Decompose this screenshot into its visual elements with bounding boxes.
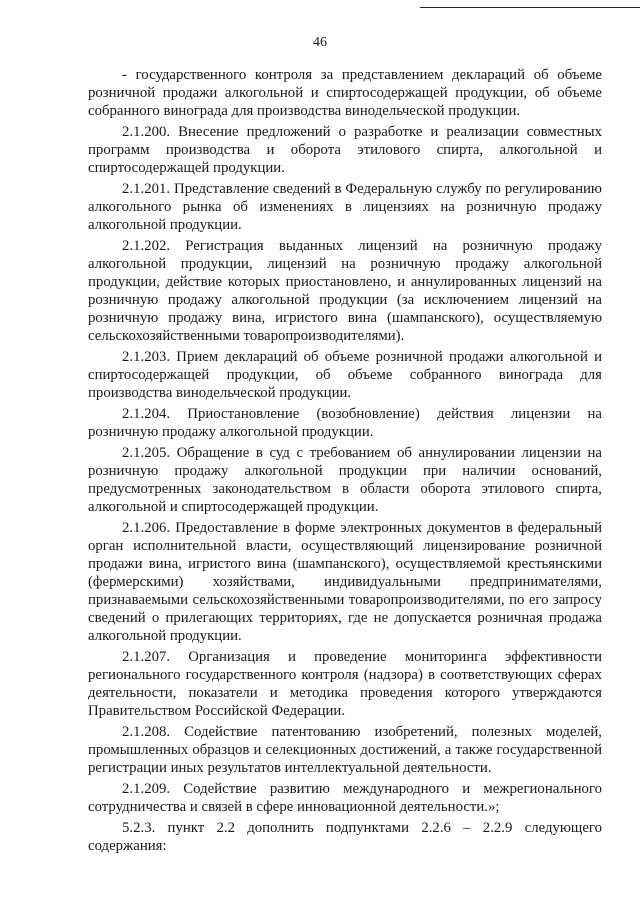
paragraph-control-declarations: - государственного контроля за представлением деклараций об объеме розничной продажи алкогольной и спиртосодержащей продукции, об объеме собранного винограда для производства винодельческой продукции. — [88, 67, 602, 119]
paragraph-2-1-205: 2.1.205. Обращение в суд с требованием об аннулировании лицензии на розничную продажу алкогольной продукции при наличии оснований, предусмотренных законодательством в области оборота этилового спирта, алкогольной и спиртосодержащей продукции. — [88, 445, 602, 515]
paragraph-2-1-208: 2.1.208. Содействие патентованию изобретений, полезных моделей, промышленных образцов и селекционных достижений, а также государственной регистрации иных результатов интеллектуальной деятельности. — [88, 724, 602, 776]
paragraph-2-1-207: 2.1.207. Организация и проведение мониторинга эффективности регионального государственного контроля (надзора) в соответствующих сферах деятельности, показатели и методика проведения которого утверждаются Правительством Российской Федерации. — [88, 649, 602, 719]
paragraph-5-2-3: 5.2.3. пункт 2.2 дополнить подпунктами 2.2.6 – 2.2.9 следующего содержания: — [88, 820, 602, 854]
paragraph-2-1-204: 2.1.204. Приостановление (возобновление) действия лицензии на розничную продажу алкогольной продукции. — [88, 406, 602, 440]
paragraph-2-1-201: 2.1.201. Представление сведений в Федеральную службу по регулированию алкогольного рынка об изменениях в лицензиях на розничную продажу алкогольной продукции. — [88, 181, 602, 233]
top-border-line — [420, 7, 640, 8]
document-body — [88, 66, 602, 858]
paragraph-2-1-203: 2.1.203. Прием деклараций об объеме розничной продажи алкогольной и спиртосодержащей продукции, об объеме собранного винограда для производства винодельческой продукции. — [88, 349, 602, 401]
paragraph-2-1-209: 2.1.209. Содействие развитию международного и межрегионального сотрудничества и связей в сфере инновационной деятельности.»; — [88, 781, 602, 815]
paragraph-2-1-200: 2.1.200. Внесение предложений о разработке и реализации совместных программ производства и оборота этилового спирта, алкогольной и спиртосодержащей продукции. — [88, 124, 602, 176]
paragraph-2-1-202: 2.1.202. Регистрация выданных лицензий на розничную продажу алкогольной продукции, лицензий на розничную продажу алкогольной продукции, действие которых приостановлено, и аннулированных лицензий на розничную продажу алкогольной продукции (за исключением лицензий на розничную продажу вина, игристого вина (шампанского), осуществляемую сельскохозяйственными товаропроизводителями). — [88, 238, 602, 344]
page-number: 46 — [313, 35, 327, 50]
paragraph-2-1-206: 2.1.206. Предоставление в форме электронных документов в федеральный орган исполнительной власти, осуществляющий лицензирование розничной продажи вина, игристого вина (шампанского), осуществляемой крестьянскими (фермерскими) хозяйствами, индивидуальными предпринимателями, признаваемыми сельскохозяйственными товаропроизводителями, по его запросу сведений о прилегающих территориях, где не допускается розничная продажа алкогольной продукции. — [88, 520, 602, 644]
